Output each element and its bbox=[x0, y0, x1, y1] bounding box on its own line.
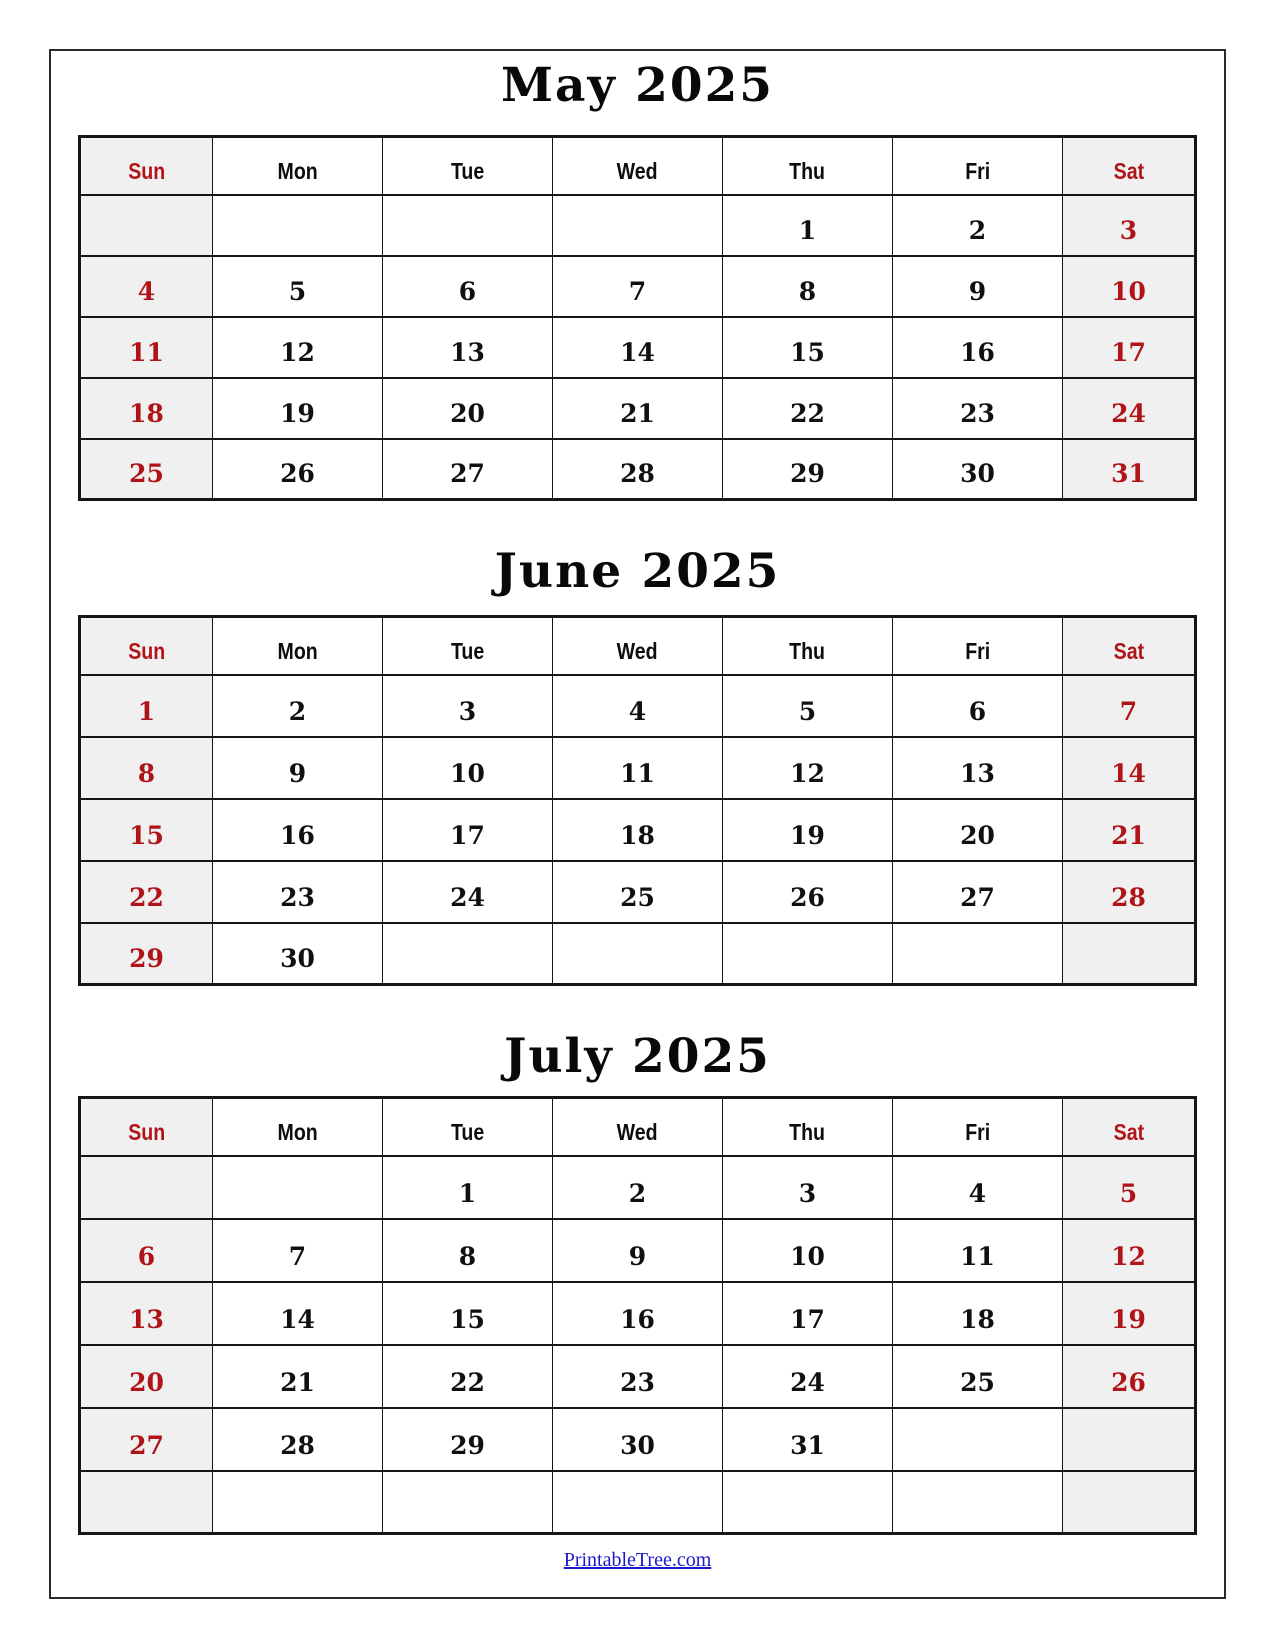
day-cell-3: 3 bbox=[383, 675, 553, 737]
day-cell-empty bbox=[553, 923, 723, 985]
day-cell-1: 1 bbox=[723, 195, 893, 256]
weekday-header-tue bbox=[383, 617, 553, 675]
weekday-label-thu: Thu bbox=[789, 637, 826, 664]
weekday-header-sun bbox=[80, 137, 213, 195]
day-cell-22: 22 bbox=[383, 1345, 553, 1408]
day-cell-empty bbox=[80, 195, 213, 256]
day-cell-29: 29 bbox=[80, 923, 213, 985]
day-cell-5: 5 bbox=[1063, 1156, 1196, 1219]
calendar-table-july bbox=[78, 1096, 1197, 1535]
day-cell-22: 22 bbox=[80, 861, 213, 923]
day-cell-26: 26 bbox=[1063, 1345, 1196, 1408]
day-cell-empty bbox=[893, 1408, 1063, 1471]
weekday-header-wed bbox=[553, 137, 723, 195]
weekday-label-wed: Wed bbox=[617, 637, 658, 664]
weekday-label-mon: Mon bbox=[277, 637, 318, 664]
day-cell-8: 8 bbox=[723, 256, 893, 317]
day-cell-empty bbox=[723, 1471, 893, 1534]
day-cell-14: 14 bbox=[213, 1282, 383, 1345]
day-cell-21: 21 bbox=[213, 1345, 383, 1408]
day-cell-2: 2 bbox=[213, 675, 383, 737]
weekday-label-fri: Fri bbox=[965, 1118, 990, 1145]
day-cell-2: 2 bbox=[893, 195, 1063, 256]
day-cell-14: 14 bbox=[1063, 737, 1196, 799]
day-cell-27: 27 bbox=[893, 861, 1063, 923]
day-cell-10: 10 bbox=[383, 737, 553, 799]
day-cell-31: 31 bbox=[1063, 439, 1196, 500]
day-cell-10: 10 bbox=[723, 1219, 893, 1282]
day-cell-8: 8 bbox=[80, 737, 213, 799]
day-cell-11: 11 bbox=[80, 317, 213, 378]
day-cell-6: 6 bbox=[80, 1219, 213, 1282]
day-cell-12: 12 bbox=[213, 317, 383, 378]
day-cell-4: 4 bbox=[553, 675, 723, 737]
calendar-week-row bbox=[80, 1345, 1196, 1408]
day-cell-18: 18 bbox=[893, 1282, 1063, 1345]
day-cell-empty bbox=[213, 1156, 383, 1219]
weekday-header-row bbox=[80, 617, 1196, 675]
day-cell-3: 3 bbox=[723, 1156, 893, 1219]
weekday-header-mon bbox=[213, 1098, 383, 1156]
day-cell-7: 7 bbox=[553, 256, 723, 317]
day-cell-empty bbox=[893, 1471, 1063, 1534]
day-cell-1: 1 bbox=[383, 1156, 553, 1219]
calendar-week-row bbox=[80, 923, 1196, 985]
day-cell-30: 30 bbox=[553, 1408, 723, 1471]
day-cell-23: 23 bbox=[893, 378, 1063, 439]
day-cell-26: 26 bbox=[723, 861, 893, 923]
day-cell-8: 8 bbox=[383, 1219, 553, 1282]
day-cell-7: 7 bbox=[1063, 675, 1196, 737]
day-cell-24: 24 bbox=[723, 1345, 893, 1408]
weekday-header-sat bbox=[1063, 617, 1196, 675]
weekday-header-fri bbox=[893, 1098, 1063, 1156]
footer bbox=[51, 1549, 1224, 1572]
day-cell-31: 31 bbox=[723, 1408, 893, 1471]
day-cell-24: 24 bbox=[383, 861, 553, 923]
page-frame bbox=[49, 49, 1226, 1599]
day-cell-20: 20 bbox=[893, 799, 1063, 861]
weekday-label-wed: Wed bbox=[617, 157, 658, 184]
day-cell-30: 30 bbox=[893, 439, 1063, 500]
day-cell-28: 28 bbox=[553, 439, 723, 500]
day-cell-9: 9 bbox=[893, 256, 1063, 317]
day-cell-empty bbox=[723, 923, 893, 985]
calendar-week-row bbox=[80, 1156, 1196, 1219]
weekday-label-tue: Tue bbox=[450, 157, 485, 184]
weekday-label-mon: Mon bbox=[277, 1118, 318, 1145]
day-cell-13: 13 bbox=[80, 1282, 213, 1345]
day-cell-21: 21 bbox=[553, 378, 723, 439]
day-cell-29: 29 bbox=[383, 1408, 553, 1471]
calendar-week-row bbox=[80, 1408, 1196, 1471]
weekday-header-thu bbox=[723, 1098, 893, 1156]
day-cell-empty bbox=[383, 923, 553, 985]
weekday-label-fri: Fri bbox=[965, 157, 990, 184]
day-cell-empty bbox=[1063, 1471, 1196, 1534]
day-cell-empty bbox=[1063, 923, 1196, 985]
weekday-header-sat bbox=[1063, 137, 1196, 195]
day-cell-25: 25 bbox=[80, 439, 213, 500]
weekday-label-fri: Fri bbox=[965, 637, 990, 664]
day-cell-25: 25 bbox=[893, 1345, 1063, 1408]
day-cell-3: 3 bbox=[1063, 195, 1196, 256]
day-cell-30: 30 bbox=[213, 923, 383, 985]
day-cell-23: 23 bbox=[553, 1345, 723, 1408]
day-cell-1: 1 bbox=[80, 675, 213, 737]
weekday-header-tue bbox=[383, 1098, 553, 1156]
day-cell-24: 24 bbox=[1063, 378, 1196, 439]
month-section-may bbox=[51, 59, 1224, 501]
day-cell-21: 21 bbox=[1063, 799, 1196, 861]
weekday-label-sun: Sun bbox=[128, 1118, 165, 1145]
day-cell-19: 19 bbox=[1063, 1282, 1196, 1345]
day-cell-17: 17 bbox=[1063, 317, 1196, 378]
day-cell-12: 12 bbox=[1063, 1219, 1196, 1282]
weekday-header-wed bbox=[553, 1098, 723, 1156]
day-cell-16: 16 bbox=[553, 1282, 723, 1345]
calendar-week-row bbox=[80, 195, 1196, 256]
weekday-header-wed bbox=[553, 617, 723, 675]
month-section-june bbox=[51, 545, 1224, 986]
calendar-week-row bbox=[80, 439, 1196, 500]
weekday-label-wed: Wed bbox=[617, 1118, 658, 1145]
day-cell-empty bbox=[80, 1471, 213, 1534]
day-cell-empty bbox=[80, 1156, 213, 1219]
weekday-header-tue bbox=[383, 137, 553, 195]
weekday-label-tue: Tue bbox=[450, 637, 485, 664]
day-cell-empty bbox=[1063, 1408, 1196, 1471]
weekday-label-tue: Tue bbox=[450, 1118, 485, 1145]
calendar-week-row bbox=[80, 256, 1196, 317]
calendar-week-row bbox=[80, 737, 1196, 799]
calendar-week-row bbox=[80, 317, 1196, 378]
calendar-week-row bbox=[80, 1219, 1196, 1282]
weekday-label-sun: Sun bbox=[128, 157, 165, 184]
day-cell-empty bbox=[383, 195, 553, 256]
day-cell-9: 9 bbox=[553, 1219, 723, 1282]
weekday-label-mon: Mon bbox=[277, 157, 318, 184]
day-cell-7: 7 bbox=[213, 1219, 383, 1282]
day-cell-23: 23 bbox=[213, 861, 383, 923]
day-cell-10: 10 bbox=[1063, 256, 1196, 317]
day-cell-20: 20 bbox=[80, 1345, 213, 1408]
weekday-header-mon bbox=[213, 617, 383, 675]
day-cell-empty bbox=[213, 1471, 383, 1534]
day-cell-27: 27 bbox=[383, 439, 553, 500]
day-cell-17: 17 bbox=[383, 799, 553, 861]
day-cell-11: 11 bbox=[893, 1219, 1063, 1282]
day-cell-5: 5 bbox=[723, 675, 893, 737]
day-cell-13: 13 bbox=[893, 737, 1063, 799]
day-cell-6: 6 bbox=[893, 675, 1063, 737]
day-cell-15: 15 bbox=[383, 1282, 553, 1345]
weekday-label-sat: Sat bbox=[1113, 157, 1144, 184]
day-cell-2: 2 bbox=[553, 1156, 723, 1219]
day-cell-12: 12 bbox=[723, 737, 893, 799]
calendar-table-june bbox=[78, 615, 1197, 986]
calendar-week-row bbox=[80, 675, 1196, 737]
weekday-label-sat: Sat bbox=[1113, 637, 1144, 664]
day-cell-25: 25 bbox=[553, 861, 723, 923]
weekday-header-sun bbox=[80, 1098, 213, 1156]
day-cell-4: 4 bbox=[80, 256, 213, 317]
day-cell-29: 29 bbox=[723, 439, 893, 500]
day-cell-28: 28 bbox=[1063, 861, 1196, 923]
day-cell-empty bbox=[553, 1471, 723, 1534]
weekday-header-sat bbox=[1063, 1098, 1196, 1156]
weekday-header-fri bbox=[893, 137, 1063, 195]
month-title-may: May 2025 bbox=[501, 58, 774, 113]
weekday-header-fri bbox=[893, 617, 1063, 675]
day-cell-9: 9 bbox=[213, 737, 383, 799]
day-cell-6: 6 bbox=[383, 256, 553, 317]
weekday-header-mon bbox=[213, 137, 383, 195]
month-title-june: June 2025 bbox=[494, 544, 781, 600]
weekday-label-sat: Sat bbox=[1113, 1118, 1144, 1145]
day-cell-22: 22 bbox=[723, 378, 893, 439]
weekday-label-thu: Thu bbox=[789, 157, 826, 184]
weekday-header-thu bbox=[723, 617, 893, 675]
weekday-header-row bbox=[80, 1098, 1196, 1156]
calendar-week-row bbox=[80, 861, 1196, 923]
weekday-header-sun bbox=[80, 617, 213, 675]
weekday-header-thu bbox=[723, 137, 893, 195]
day-cell-17: 17 bbox=[723, 1282, 893, 1345]
day-cell-15: 15 bbox=[723, 317, 893, 378]
day-cell-18: 18 bbox=[80, 378, 213, 439]
day-cell-empty bbox=[893, 923, 1063, 985]
calendar-week-row bbox=[80, 799, 1196, 861]
day-cell-13: 13 bbox=[383, 317, 553, 378]
calendar-week-row bbox=[80, 1282, 1196, 1345]
calendar-body-july bbox=[80, 1156, 1196, 1534]
day-cell-11: 11 bbox=[553, 737, 723, 799]
day-cell-20: 20 bbox=[383, 378, 553, 439]
footer-link[interactable]: PrintableTree.com bbox=[563, 1549, 712, 1572]
calendar-body-june bbox=[80, 675, 1196, 985]
day-cell-15: 15 bbox=[80, 799, 213, 861]
weekday-label-sun: Sun bbox=[128, 637, 165, 664]
calendar-week-row bbox=[80, 378, 1196, 439]
calendar-body-may bbox=[80, 195, 1196, 500]
month-section-july bbox=[51, 1030, 1224, 1535]
weekday-label-thu: Thu bbox=[789, 1118, 826, 1145]
day-cell-19: 19 bbox=[723, 799, 893, 861]
day-cell-18: 18 bbox=[553, 799, 723, 861]
day-cell-26: 26 bbox=[213, 439, 383, 500]
day-cell-28: 28 bbox=[213, 1408, 383, 1471]
day-cell-16: 16 bbox=[213, 799, 383, 861]
day-cell-empty bbox=[553, 195, 723, 256]
day-cell-4: 4 bbox=[893, 1156, 1063, 1219]
day-cell-14: 14 bbox=[553, 317, 723, 378]
day-cell-19: 19 bbox=[213, 378, 383, 439]
month-title-july: July 2025 bbox=[504, 1029, 771, 1085]
day-cell-empty bbox=[383, 1471, 553, 1534]
day-cell-5: 5 bbox=[213, 256, 383, 317]
day-cell-16: 16 bbox=[893, 317, 1063, 378]
day-cell-empty bbox=[213, 195, 383, 256]
weekday-header-row bbox=[80, 137, 1196, 195]
calendar-week-row bbox=[80, 1471, 1196, 1534]
day-cell-27: 27 bbox=[80, 1408, 213, 1471]
calendar-table-may bbox=[78, 135, 1197, 501]
